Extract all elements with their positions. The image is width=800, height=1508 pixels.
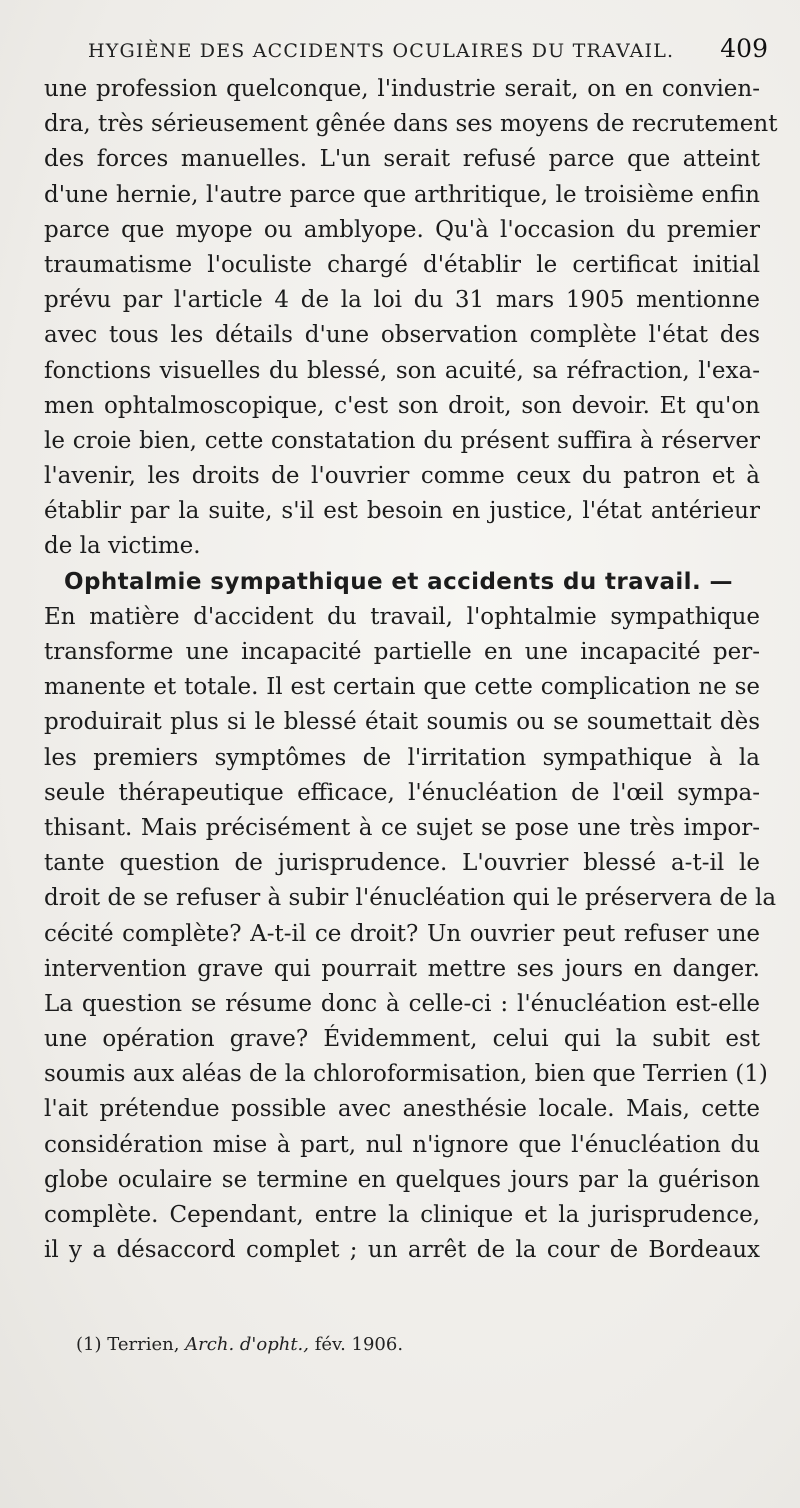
text-line: complète. Cependant, entre la clinique et la jurisprudence, — [44, 1202, 760, 1228]
page-number: 409 — [720, 34, 768, 63]
text-line: transforme une incapacité partielle en une incapacité per- — [44, 639, 760, 665]
text-line: établir par la suite, s'il est besoin en justice, l'état antérieur — [44, 498, 760, 525]
text-line: des forces manuelles. L'un serait refusé parce que atteint — [44, 146, 760, 173]
text-line: tante question de jurisprudence. L'ouvrier blessé a-t-il le — [44, 850, 760, 877]
footnote-journal: Arch. d'opht., — [185, 1334, 309, 1355]
footnote-marker: (1) — [76, 1334, 102, 1355]
text-line: thisant. Mais précisément à ce sujet se pose une très impor- — [44, 814, 760, 841]
text-line: avec tous les détails d'une observation complète l'état des — [44, 322, 760, 349]
text-line: cécité complète? A-t-il ce droit? Un ouvrier peut refuser une — [44, 920, 760, 947]
text-line: En matière d'accident du travail, l'ophtalmie sympathique — [44, 603, 760, 630]
footnote-date: fév. 1906. — [314, 1334, 404, 1355]
text-line: traumatisme l'oculiste chargé d'établir le certificat initial — [44, 251, 760, 278]
text-line: l'ait prétendue possible avec anesthésie locale. Mais, cette — [44, 1096, 760, 1123]
running-head-title: HYGIÈNE DES ACCIDENTS OCULAIRES DU TRAVAIL. — [88, 40, 675, 62]
text-line: seule thérapeutique efficace, l'énucléation de l'œil sympa- — [44, 779, 760, 806]
text-line: le croie bien, cette constatation du présent suffira à réserver — [44, 427, 760, 454]
body-text — [44, 72, 778, 1268]
text-line: les premiers symptômes de l'irritation sympathique à la — [44, 744, 760, 771]
text-line: l'avenir, les droits de l'ouvrier comme ceux du patron et à — [44, 463, 760, 490]
text-line: une profession quelconque, l'industrie serait, on en convien- — [44, 76, 760, 102]
text-line: droit de se refuser à subir l'énucléation qui le préservera de la — [44, 885, 777, 912]
text-line: il y a désaccord complet ; un arrêt de la cour de Bordeaux — [44, 1237, 760, 1264]
text-line: globe oculaire se termine en quelques jours par la guérison — [44, 1166, 760, 1193]
text-line: La question se résume donc à celle-ci : l'énucléation est-elle — [44, 990, 760, 1017]
text-line: intervention grave qui pourrait mettre ses jours en danger. — [44, 955, 760, 982]
text-line: d'une hernie, l'autre parce que arthritique, le troisième enfin — [44, 181, 760, 208]
text-line: parce que myope ou amblyope. Qu'à l'occasion du premier — [44, 216, 760, 243]
text-line: une opération grave? Évidemment, celui qui la subit est — [44, 1026, 760, 1053]
text-line: fonctions visuelles du blessé, son acuité, sa réfraction, l'exa- — [44, 357, 760, 384]
text-line: considération mise à part, nul n'ignore que l'énucléation du — [44, 1131, 760, 1158]
text-line: manente et totale. Il est certain que cette complication ne se — [44, 674, 760, 701]
running-head — [88, 34, 768, 70]
text-line: prévu par l'article 4 de la loi du 31 mars 1905 mentionne — [44, 287, 760, 314]
text-line: men ophtalmoscopique, c'est son droit, son devoir. Et qu'on — [44, 392, 760, 419]
text-line: dra, très sérieusement gênée dans ses moyens de recrutement — [44, 111, 778, 138]
footnote-author: Terrien, — [107, 1334, 180, 1355]
text-line: produirait plus si le blessé était soumis ou se soumettait dès — [44, 709, 760, 736]
text-line: soumis aux aléas de la chloroformisation, bien que Terrien (1) — [44, 1061, 768, 1088]
text-line: de la victime. — [44, 533, 201, 560]
section-heading: Ophtalmie sympathique et accidents du travail. — — [64, 568, 733, 595]
footnote — [76, 1330, 756, 1360]
